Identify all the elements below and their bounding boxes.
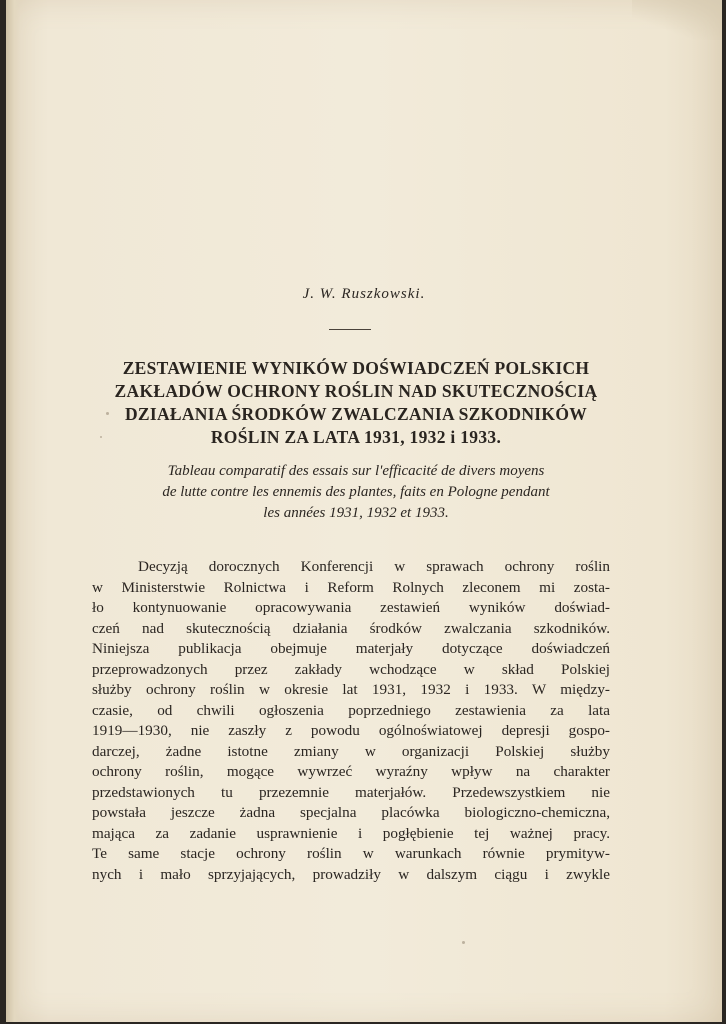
body-line: mająca za zadanie usprawnienie i pogłębienie tej ważnej pracy. xyxy=(92,824,610,842)
body-line: przedstawionych tu przezemnie materjałów. Przedewszystkiem nie xyxy=(92,783,610,801)
body-line: przeprowadzonych przez zakłady wchodzące w skład Polskiej xyxy=(92,660,610,678)
body-line: darczej, żadne istotne zmiany w organizacji Polskiej służby xyxy=(92,742,610,760)
page-corner-fold xyxy=(632,0,722,40)
title-divider xyxy=(329,329,371,330)
body-line: w Ministerstwie Rolnictwa i Reform Rolnych zleconem mi zosta- xyxy=(92,578,610,596)
body-line: ło kontynuowanie opracowywania zestawień wyników doświad- xyxy=(92,599,610,616)
body-line: Te same stacje ochrony roślin w warunkach równie prymityw- xyxy=(92,845,610,862)
title-line: ZAKŁADÓW OCHRONY ROŚLIN NAD SKUTECZNOŚCIĄ xyxy=(114,381,598,401)
article-title xyxy=(106,357,606,449)
subtitle-line: Tableau comparatif des essais sur l'efficacité de divers moyens xyxy=(167,463,545,479)
body-line: ochrony roślin, mogące wywrzeć wyraźny wpływ na charakter xyxy=(92,763,610,780)
body-line: 1919—1930, nie zaszły z powodu ogólnoświatowej depresji gospo- xyxy=(92,722,610,739)
body-line: nych i mało sprzyjających, prowadziły w dalszym ciągu i zwykle xyxy=(92,865,610,883)
document-page xyxy=(6,0,722,1022)
title-line: ROŚLIN ZA LATA 1931, 1932 i 1933. xyxy=(210,427,502,447)
paper-speck xyxy=(100,436,102,438)
author-name: J. W. Ruszkowski. xyxy=(302,286,426,302)
body-line: czeń nad skutecznością działania środków zwalczania szkodników. xyxy=(92,619,610,637)
title-line: DZIAŁANIA ŚRODKÓW ZWALCZANIA SZKODNIKÓW xyxy=(124,404,588,424)
body-line: czasie, od chwili ogłoszenia poprzedniego zestawienia za lata xyxy=(92,701,610,719)
page-binding-edge xyxy=(6,0,20,1022)
body-line: Decyzją dorocznych Konferencji w sprawach ochrony roślin xyxy=(138,558,610,575)
body-line: powstała jeszcze żadna specjalna placówka biologiczno-chemiczna, xyxy=(92,804,610,821)
subtitle-line: de lutte contre les ennemis des plantes, faits en Pologne pendant xyxy=(162,484,550,500)
title-line: ZESTAWIENIE WYNIKÓW DOŚWIADCZEŃ POLSKICH xyxy=(122,358,590,378)
paper-speck xyxy=(106,412,109,415)
paper-speck xyxy=(462,941,465,944)
french-subtitle xyxy=(94,461,618,524)
subtitle-line: les années 1931, 1932 et 1933. xyxy=(263,505,449,521)
body-paragraph xyxy=(92,557,610,885)
body-line: Niniejsza publikacja obejmuje materjały dotyczące doświadczeń xyxy=(92,640,610,657)
body-line: służby ochrony roślin w okresie lat 1931, 1932 i 1933. W między- xyxy=(92,681,610,698)
